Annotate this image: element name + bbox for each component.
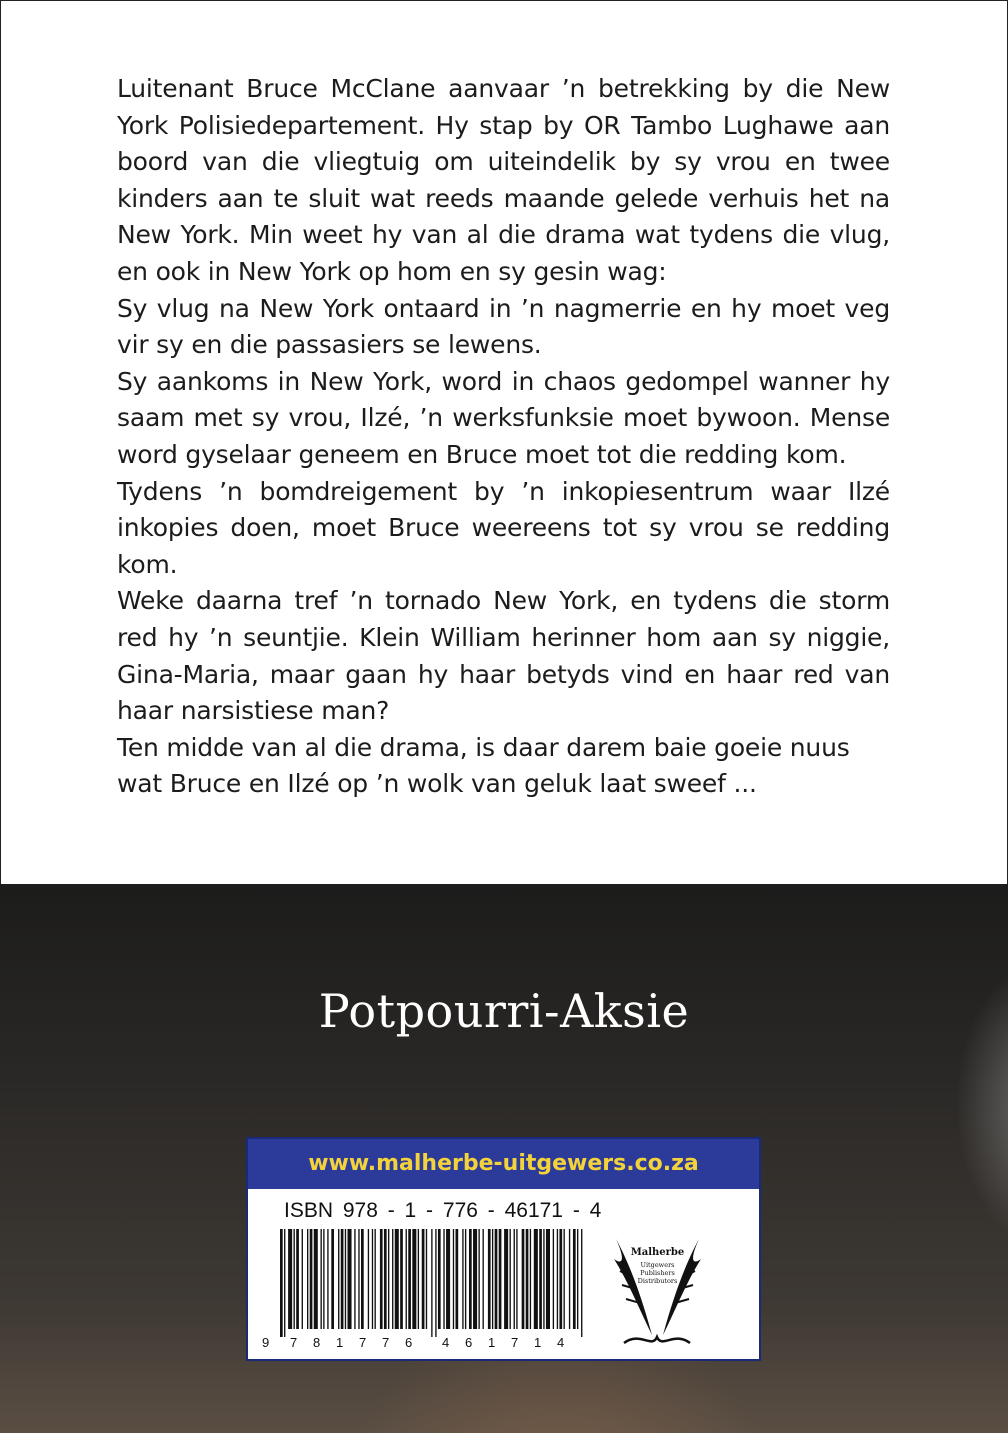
series-title: Potpourri-Aksie: [318, 984, 690, 1038]
barcode-bar: [294, 1229, 295, 1329]
barcode-digit: 7: [359, 1335, 367, 1350]
barcode-bar: [581, 1229, 582, 1337]
barcode-bar: [534, 1229, 538, 1329]
barcode-bar: [361, 1229, 364, 1329]
barcode-digit: 7: [290, 1335, 298, 1350]
barcode-bar: [431, 1229, 432, 1337]
barcode-bar: [384, 1229, 387, 1329]
barcode-bar: [516, 1229, 517, 1329]
barcode-digit: 7: [382, 1335, 390, 1350]
blurb-paragraph-3: Sy aankoms in New York, word in chaos gedompel wanner hy saam met sy vrou, Ilzé, ’n werksfunksie moet bywoon. Mense word gyselaar geneem en Bruce moet tot die redding kom.: [117, 366, 890, 469]
barcode-bar: [321, 1229, 322, 1329]
barcode-bar: [469, 1229, 472, 1329]
barcode-digit: 1: [336, 1335, 344, 1350]
barcode-digit: 4: [557, 1335, 565, 1350]
barcode-digit: 9: [262, 1335, 270, 1350]
barcode-bar: [465, 1229, 466, 1329]
barcode-bar: [400, 1229, 403, 1329]
blurb-paragraph-4: Tydens ’n bomdreigement by ’n inkopiesentrum waar Ilzé inkopies doen, moet Bruce weereens tot sy vrou se redding kom.: [117, 476, 890, 579]
barcode-bar: [443, 1229, 444, 1329]
barcode-bar: [307, 1229, 308, 1329]
blurb-paragraph-6: Ten midde van al die drama, is daar darem baie goeie nuus wat Bruce en Ilzé op ’n wolk van geluk laat sweef ...: [117, 732, 850, 799]
barcode-bar: [412, 1229, 416, 1329]
barcode-bar: [296, 1229, 299, 1329]
barcode-bar: [546, 1229, 550, 1329]
barcode-bar: [514, 1229, 515, 1329]
barcode-bar: [462, 1229, 463, 1329]
barcode-bar: [358, 1229, 359, 1329]
barcode-bar: [435, 1229, 436, 1337]
barcode-bars: [278, 1229, 588, 1337]
barcode-bar: [395, 1229, 399, 1329]
barcode-bar: [392, 1229, 393, 1329]
barcode-bar: [473, 1229, 477, 1329]
logo-line-3: Distributors: [637, 1277, 678, 1285]
isbn-label: ISBN 978 - 1 - 776 - 46171 - 4: [284, 1199, 602, 1222]
blurb-paragraph-2: Sy vlug na New York ontaard in ’n nagmerrie en hy moet veg vir sy en die passasiers se lewens.: [117, 293, 890, 360]
barcode-bar: [478, 1229, 479, 1329]
barcode-bar: [280, 1229, 283, 1337]
barcode-digit: 4: [442, 1335, 450, 1350]
barcode-bar: [530, 1229, 531, 1329]
barcode-bar: [368, 1229, 369, 1329]
barcode-bar: [284, 1229, 285, 1337]
barcode-digit: 1: [534, 1335, 542, 1350]
blurb-paragraph-1: Luitenant Bruce McClane aanvaar ’n betrekking by die New York Polisiedepartement. Hy stap by OR Tambo Lughawe aan boord van die vliegtuig om uiteindelik by sy vrou en twee kinders aan te sluit wat reeds maande gelede verhuis het na New York. Min weet hy van al die drama wat tydens die vlug, en ook in New York op hom en sy gesin wag:: [117, 74, 890, 286]
barcode-bar: [456, 1229, 459, 1329]
barcode-bar: [331, 1229, 334, 1329]
barcode-bar: [354, 1229, 355, 1329]
barcode-bar: [522, 1229, 525, 1329]
barcode-bar: [453, 1229, 454, 1329]
barcode-bar: [483, 1229, 484, 1329]
barcode-bar: [559, 1229, 562, 1329]
barcode-bar: [406, 1229, 407, 1329]
barcode-bar: [418, 1229, 419, 1329]
back-cover-photo-panel: [0, 884, 1008, 1433]
barcode-bar: [577, 1229, 578, 1329]
barcode-bar: [388, 1229, 389, 1329]
barcode-digits: [262, 1335, 592, 1355]
barcode-bar: [323, 1229, 324, 1329]
blurb-paragraph-5: Weke daarna tref ’n tornado New York, en tydens die storm red hy ’n seuntjie. Klein William herinner hom aan sy niggie, Gina-Maria, maar gaan hy haar betyds vind en haar red van haar narsistiese man?: [117, 586, 890, 726]
barcode-bar: [510, 1229, 511, 1329]
barcode-bar: [504, 1229, 508, 1329]
logo-name: Malherbe: [630, 1247, 685, 1258]
publisher-logo: [610, 1231, 705, 1351]
barcode-bar: [564, 1229, 565, 1329]
barcode-digit: 7: [511, 1335, 519, 1350]
barcode-bar: [488, 1229, 491, 1329]
barcode-bar: [375, 1229, 376, 1329]
barcode-bar: [341, 1229, 344, 1329]
logo-line-2: Publishers: [640, 1269, 675, 1277]
barcode-digit: 8: [313, 1335, 321, 1350]
barcode-bar: [438, 1229, 441, 1329]
barcode-bar: [446, 1229, 450, 1329]
barcode-digit: 6: [405, 1335, 413, 1350]
logo-line-1: Uitgewers: [640, 1261, 675, 1269]
barcode-bar: [338, 1229, 339, 1329]
barcode-bar: [499, 1229, 502, 1329]
barcode-bar: [573, 1229, 576, 1329]
barcode-bar: [345, 1229, 346, 1329]
barcode-bar: [526, 1229, 529, 1329]
barcode-bar: [553, 1229, 554, 1329]
barcode-bar: [380, 1229, 383, 1329]
barcode-bar: [557, 1229, 558, 1329]
barcode-bar: [569, 1229, 570, 1329]
barcode-bar: [408, 1229, 411, 1329]
barcode-box: [246, 1137, 761, 1361]
barcode-bar: [327, 1229, 328, 1329]
barcode-bar: [492, 1229, 493, 1329]
blurb: [117, 71, 890, 803]
barcode-bar: [288, 1229, 292, 1329]
barcode-digit: 1: [488, 1335, 496, 1350]
barcode-bar: [539, 1229, 542, 1329]
barcode-bar: [372, 1229, 373, 1329]
barcode-bar: [422, 1229, 425, 1329]
publisher-url: www.malherbe-uitgewers.co.za: [248, 1139, 759, 1189]
barcode-bar: [310, 1229, 313, 1329]
barcode-bar: [543, 1229, 544, 1329]
barcode-digit: 6: [465, 1335, 473, 1350]
barcode-bar: [348, 1229, 352, 1329]
barcode-bar: [426, 1229, 427, 1329]
barcode-bar: [302, 1229, 303, 1329]
barcode-bar: [314, 1229, 318, 1329]
barcode-bar: [495, 1229, 498, 1329]
